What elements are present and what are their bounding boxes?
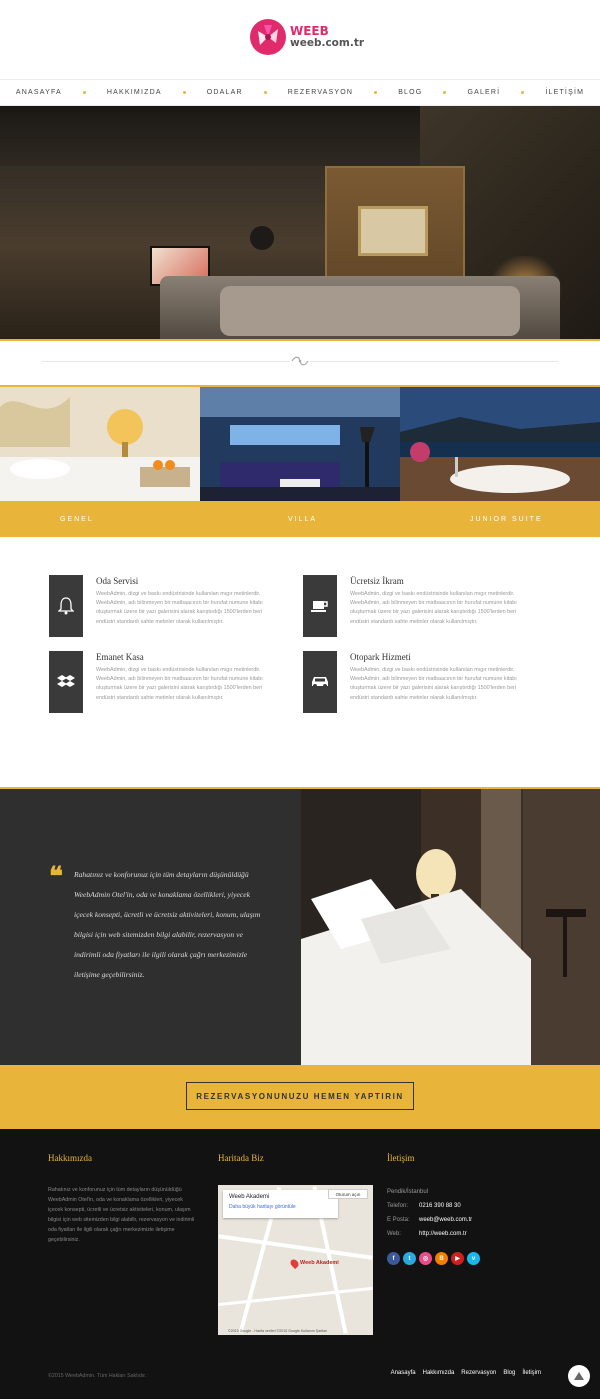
reservation-button[interactable]: REZERVASYONUNUZU HEMEN YAPTIRIN (186, 1082, 414, 1110)
dropbox-icon (49, 651, 83, 713)
nav-separator (264, 91, 267, 94)
service-description: WeebAdmin, dizgi ve baskı endüstrisinde kullanılan mıgır metinlerdir. WeebAdmin, adı bilinmeyen bir matbaacının bir hurufat numune kitabı oluşturmak üzere bir yazı galerisini alarak karıştırdığı 1500'lerden beri endüstri standardı sahte metinler olarak kullanılmıştır. (350, 667, 517, 701)
map-pin-label: Weeb Akademi (300, 1260, 339, 1266)
service-otopark-hizmeti (303, 651, 533, 716)
service-oda-servisi (49, 575, 279, 640)
twitter-icon[interactable]: t (403, 1252, 416, 1265)
nav-separator (374, 91, 377, 94)
footer-links (384, 1370, 541, 1376)
contact-email[interactable]: weeb@weeb.com.tr (419, 1217, 473, 1223)
scroll-to-top-button[interactable] (568, 1365, 590, 1387)
contact-phone-label: Telefon: (387, 1203, 409, 1209)
service-emanet-kasa (49, 651, 279, 716)
map-copyright: ©2015 Google - Harita verileri ©2015 Google Kullanım Şartları (228, 1329, 328, 1333)
nav-item-odalar[interactable]: ODALAR (206, 89, 243, 96)
site-header (0, 0, 600, 80)
service-description: WeebAdmin, dizgi ve baskı endüstrisinde kullanılan mıgır metinlerdir. WeebAdmin, adı bilinmeyen bir matbaacının bir hurufat numune kitabı oluşturmak üzere bir yazı galerisini alarak karıştırdığı 1500'lerden beri endüstri standardı sahte metinler olarak kullanılmıştır. (96, 667, 263, 701)
footer-map-title: Haritada Biz (218, 1153, 264, 1163)
room-gallery (0, 385, 600, 535)
youtube-icon[interactable]: ▶ (451, 1252, 464, 1265)
room-card-junior-suite[interactable] (400, 387, 600, 537)
map-signin-button[interactable]: Oturum açın (328, 1189, 368, 1199)
nav-item-anasayfa[interactable]: ANASAYFA (15, 89, 62, 96)
logo-name: WEEB (290, 24, 329, 38)
contact-phone: 0216 390 88 30 (419, 1203, 461, 1209)
footer-contact-title: İletişim (387, 1153, 415, 1163)
room-image (400, 387, 600, 501)
footer-copyright: ©2015 WeebAdmin. Tüm Hakları Saklıdır. (48, 1373, 147, 1379)
testimonial-section (0, 787, 600, 1063)
social-links (387, 1252, 483, 1265)
room-label: JUNIOR SUITE (400, 501, 600, 537)
room-card-villa[interactable] (200, 387, 400, 537)
bell-icon (49, 575, 83, 637)
nav-separator (83, 91, 86, 94)
contact-web[interactable]: http://weeb.com.tr (419, 1231, 467, 1237)
blogger-icon[interactable]: B (435, 1252, 448, 1265)
quote-panel (0, 789, 301, 1065)
service-title: Emanet Kasa (96, 652, 144, 662)
room-image (0, 387, 200, 501)
footer-link-blog[interactable]: Blog (503, 1370, 516, 1376)
logo-icon (250, 19, 286, 55)
nav-item-hakkimizda[interactable]: HAKKIMIZDA (106, 89, 162, 96)
nav-item-galeri[interactable]: GALERİ (467, 89, 501, 96)
footer-link-hakkimizda[interactable]: Hakkımızda (422, 1370, 455, 1376)
room-label: VILLA (200, 501, 400, 537)
site-logo[interactable] (250, 19, 364, 55)
contact-address: Pendik/İstanbul (387, 1189, 429, 1195)
map-larger-link[interactable]: Daha büyük haritayı görüntüle (229, 1204, 296, 1210)
service-ucretsiz-ikram (303, 575, 533, 640)
nav-item-rezervasyon[interactable]: REZERVASYON (287, 89, 354, 96)
footer-about-text: Rahatınız ve konforunuz için tüm detayların düşünüldüğü WeebAdmin Otel'in, oda ve konaklama özellikleri, yiyecek içecek konsepti, ücretli ve ücretsiz aktiviteleri, konum, ulaşım bilgisi için web sitemizden bilgi alabilir, rezervasyon ve indirimli oda fiyatları ile ilgili olarak çağrı merkezimizle iletişime geçebilirsiniz. (48, 1187, 195, 1243)
hotel-room-image (301, 789, 600, 1065)
quote-icon: ❝ (49, 862, 63, 891)
logo-domain: weeb.com.tr (290, 37, 365, 49)
service-title: Ücretsiz İkram (350, 576, 404, 586)
nav-separator (443, 91, 446, 94)
nav-separator (183, 91, 186, 94)
footer-about-title: Hakkımızda (48, 1153, 92, 1163)
service-title: Otopark Hizmeti (350, 652, 411, 662)
nav-separator (521, 91, 524, 94)
quote-text: Rahatınız ve konforunuz için tüm detayların düşünüldüğü WeebAdmin Otel'in, oda ve konaklama özellikleri, yiyecek içecek konsepti, ücretli ve ücretsiz aktiviteleri, konum, ulaşım bilgisi için web sitemizden bilgi alabilir, rezervasyon ve indirimli oda fiyatları ile ilgili olarak çağrı merkezimizle iletişime geçebilirsiniz. (74, 870, 261, 979)
site-footer (0, 1129, 600, 1399)
service-description: WeebAdmin, dizgi ve baskı endüstrisinde kullanılan mıgır metinlerdir. WeebAdmin, adı bilinmeyen bir matbaacının bir hurufat numune kitabı oluşturmak üzere bir yazı galerisini alarak karıştırdığı 1500'lerden beri endüstri standardı sahte metinler olarak kullanılmıştır. (350, 591, 517, 625)
car-icon (303, 651, 337, 713)
room-image (200, 387, 400, 501)
footer-link-anasayfa[interactable]: Anasayfa (390, 1370, 416, 1376)
dribbble-icon[interactable]: ◎ (419, 1252, 432, 1265)
map-place-name: Weeb Akademi (229, 1194, 270, 1200)
cta-band (0, 1063, 600, 1129)
contact-email-label: E Posta: (387, 1217, 410, 1223)
hero-image (0, 106, 600, 339)
service-description: WeebAdmin, dizgi ve baskı endüstrisinde kullanılan mıgır metinlerdir. WeebAdmin, adı bilinmeyen bir matbaacının bir hurufat numune kitabı oluşturmak üzere bir yazı galerisini alarak karıştırdığı 1500'lerden beri endüstri standardı sahte metinler olarak kullanılmıştır. (96, 591, 263, 625)
facebook-icon[interactable]: f (387, 1252, 400, 1265)
services-section (0, 535, 600, 787)
vimeo-icon[interactable]: v (467, 1252, 480, 1265)
ornament-icon (290, 354, 310, 368)
footer-link-rezervasyon[interactable]: Rezervasyon (461, 1370, 497, 1376)
contact-info (387, 1185, 557, 1241)
arrow-up-icon (574, 1372, 584, 1380)
map-pin-icon (289, 1258, 300, 1269)
ornament-divider (0, 339, 600, 385)
coffee-cup-icon (303, 575, 337, 637)
room-label: GENEL (0, 501, 200, 537)
contact-web-label: Web: (387, 1231, 401, 1237)
map-info-card (223, 1190, 338, 1218)
service-title: Oda Servisi (96, 576, 139, 586)
nav-item-blog[interactable]: BLOG (398, 89, 423, 96)
room-card-genel[interactable] (0, 387, 200, 537)
footer-link-iletisim[interactable]: İletişim (522, 1370, 541, 1376)
main-nav (0, 80, 600, 106)
location-map[interactable] (218, 1185, 373, 1335)
nav-item-iletisim[interactable]: İLETİŞİM (545, 89, 585, 96)
